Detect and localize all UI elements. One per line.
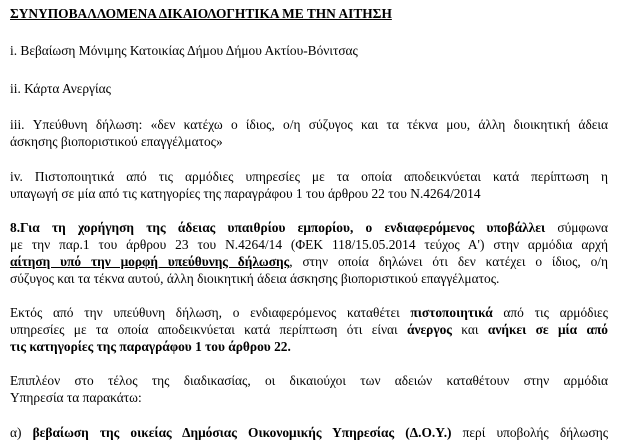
paragraph-8-bold-lead: 8.Για τη χορήγηση της άδειας υπαιθρίου εμπορίου, ο ενδιαφερόμενος υποβάλλει: [10, 220, 546, 235]
certificates-text-line2-c: και: [451, 322, 488, 337]
paragraph-8-line-1: [10, 220, 608, 236]
certificates-text-a: Εκτός από την υπεύθυνη δήλωση, ο ενδιαφερόμενος καταθέτει: [10, 305, 411, 320]
unemployed-bold-term: άνεργος: [407, 322, 452, 337]
category-bold-phrase-end: τις κατηγορίες της παραγράφου 1 του άρθρου 22.: [10, 339, 291, 354]
paragraph-8-underlined-phrase: αίτηση υπό την μορφή υπεύθυνης δήλωσης: [10, 254, 290, 269]
list-item-a-prefix: α): [10, 425, 33, 440]
list-item-iv-line-1: iv. Πιστοποιητικά από τις αρμόδιες υπηρεσίες με τα οποία αποδεικνύεται κατά περίπτωση η: [10, 169, 608, 184]
paragraph-8-line-3-rest: , στην οποία δηλώνει ότι δεν κατέχει ο ίδιος, ο/η: [289, 254, 608, 269]
certificates-paragraph-line-1: [10, 305, 608, 321]
certificates-bold-term: πιστοποιητικά: [410, 305, 493, 320]
list-item-a: [10, 425, 608, 441]
paragraph-8-line-2: με την παρ.1 του άρθρου 23 του Ν.4264/14 (ΦΕΚ 118/15.05.2014 τεύχος Α') στην αρμόδια αρχή: [10, 237, 608, 252]
list-item-iii-line-1: iii. Υπεύθυνη δήλωση: «δεν κατέχω ο ίδιος, ο/η σύζυγος και τα τέκνα μου, άλλη διοικητική άδεια: [10, 117, 608, 132]
page-title: ΣΥΝΥΠΟΒΑΛΛΟΜΕΝΑ ΔΙΚΑΙΟΛΟΓΗΤΙΚΑ ΜΕ ΤΗΝ ΑΙΤΗΣΗ: [10, 6, 392, 21]
list-item-iv-line-2: υπαγωγή σε μία από τις κατηγορίες της παραγράφου 1 του άρθρου 22 του Ν.4264/2014: [10, 186, 481, 201]
list-item-iii-line-2: άσκησης βιοποριστικού επαγγέλματος»: [10, 134, 223, 149]
final-paragraph-line-2: Υπηρεσία τα παρακάτω:: [10, 390, 142, 405]
final-paragraph-line-1: Επιπλέον στο τέλος της διαδικασίας, οι δικαιούχοι των αδειών καταθέτουν στην αρμόδια: [10, 373, 608, 388]
certificates-text-line2-a: υπηρεσίες με τα οποία αποδεικνύεται κατά περίπτωση ότι είναι: [10, 322, 407, 337]
certificates-paragraph-line-3: [10, 339, 291, 355]
certificates-text-c: από τις αρμόδιες: [492, 305, 608, 320]
paragraph-8-line-3: [10, 254, 608, 270]
list-item-a-rest: περί υποβολής δήλωσης: [451, 425, 608, 440]
paragraph-8-line-4: σύζυγος και τα τέκνα αυτού, άλλη διοικητική άδεια άσκησης βιοποριστικού επαγγέλματος.: [10, 271, 500, 286]
paragraph-8-line-1-rest: σύμφωνα: [545, 220, 608, 235]
list-item-ii: ii. Κάρτα Ανεργίας: [10, 81, 111, 96]
list-item-i: i. Βεβαίωση Μόνιμης Κατοικίας Δήμου Δήμου Ακτίου-Βόνιτσας: [10, 43, 358, 58]
category-bold-phrase-start: ανήκει σε μία από: [487, 322, 609, 337]
list-item-a-bold: βεβαίωση της οικείας Δημόσιας Οικονομικής Υπηρεσίας (Δ.Ο.Υ.): [32, 425, 452, 440]
certificates-paragraph-line-2: [10, 322, 608, 338]
